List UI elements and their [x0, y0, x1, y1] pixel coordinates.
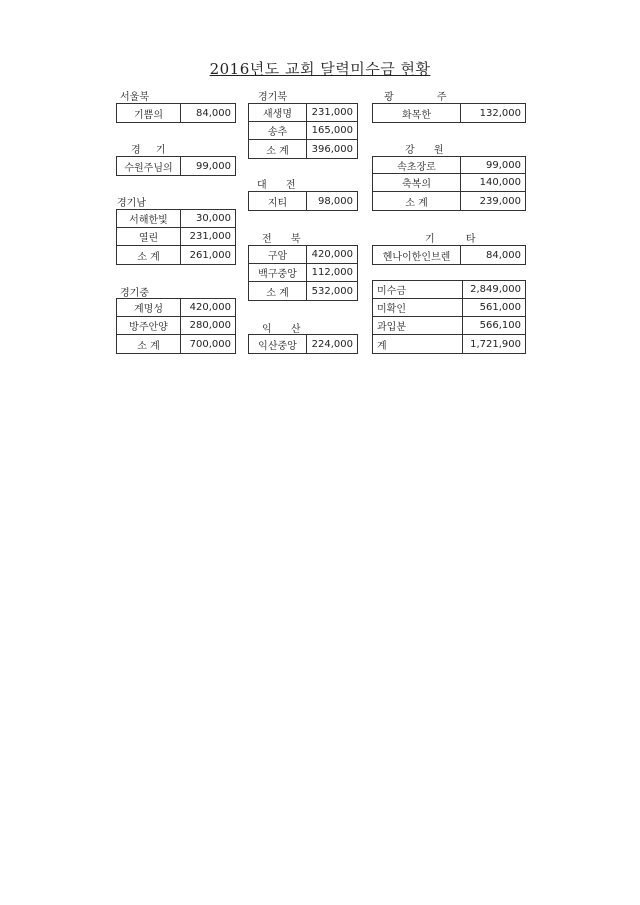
subtotal-label: 소 계	[249, 282, 307, 300]
church-name: 방주안양	[117, 317, 181, 334]
total-amount: 1,721,900	[470, 338, 521, 350]
table-row	[117, 317, 235, 335]
subtotal-label: 소 계	[117, 246, 181, 264]
total-label: 계	[373, 335, 463, 353]
amount: 165,000	[311, 125, 353, 136]
table-daejeon	[248, 191, 358, 211]
region-header-daejeon: 대 전	[257, 180, 304, 191]
church-name: 기쁨의	[117, 104, 181, 122]
amount: 420,000	[189, 302, 231, 313]
church-name: 구암	[249, 246, 307, 263]
church-name: 백구중앙	[249, 264, 307, 281]
church-name: 계명성	[117, 299, 181, 316]
church-name: 익산중앙	[249, 335, 307, 353]
subtotal-row	[117, 335, 235, 353]
table-row	[249, 335, 357, 353]
amount: 231,000	[189, 231, 231, 242]
table-summary	[372, 280, 526, 354]
summary-label: 미수금	[373, 281, 463, 298]
church-name: 화목한	[373, 104, 461, 122]
table-seoul-north	[116, 103, 236, 123]
table-gwangju	[372, 103, 526, 123]
summary-amount: 561,000	[479, 302, 521, 313]
page-title: 2016년도 교회 달력미수금 현황	[209, 60, 431, 78]
summary-row	[373, 317, 525, 335]
amount: 99,000	[196, 160, 231, 172]
church-name: 서해한빛	[117, 210, 181, 227]
amount: 98,000	[318, 195, 353, 207]
region-header-gyeongbuk: 경기북	[258, 92, 287, 103]
table-row	[372, 156, 525, 174]
table-row	[117, 210, 235, 228]
summary-label: 과입분	[373, 317, 463, 334]
table-row	[117, 228, 235, 246]
church-name: 헨나이한인브렌	[373, 246, 461, 264]
amount: 280,000	[189, 320, 231, 331]
subtotal-amount: 532,000	[311, 285, 353, 297]
region-header-jeonbuk: 전 북	[262, 234, 309, 245]
total-row	[373, 335, 525, 353]
table-gyeongnam	[116, 209, 236, 265]
table-gyeonggi	[116, 156, 236, 176]
region-header-gwangju: 광 주	[384, 92, 467, 103]
subtotal-label: 소 계	[249, 140, 307, 158]
amount: 112,000	[311, 267, 353, 278]
table-row	[249, 246, 357, 264]
region-header-gangwon: 강 원	[405, 145, 452, 156]
table-iksan	[248, 334, 358, 354]
church-name: 새생명	[249, 104, 307, 121]
amount: 84,000	[486, 249, 521, 261]
region-header-gyeonggi: 경 기	[131, 145, 172, 156]
subtotal-row	[249, 140, 357, 158]
amount: 30,000	[196, 213, 231, 224]
region-header-seoul-north: 서울북	[120, 92, 149, 103]
subtotal-label: 소 계	[117, 335, 181, 353]
church-name: 속초장로	[373, 157, 461, 173]
region-header-other: 기 타	[425, 234, 490, 245]
table-row	[117, 104, 235, 122]
amount: 231,000	[311, 107, 353, 118]
amount: 420,000	[311, 249, 353, 260]
amount: 99,000	[486, 159, 521, 171]
subtotal-amount: 700,000	[189, 338, 231, 350]
subtotal-amount: 396,000	[311, 143, 353, 155]
table-row	[372, 174, 525, 192]
table-gyeongjung	[116, 298, 236, 354]
amount: 132,000	[479, 107, 521, 119]
table-jeonbuk	[248, 245, 358, 301]
table-row	[249, 192, 357, 210]
amount: 224,000	[311, 338, 353, 350]
church-name: 축복의	[373, 174, 461, 191]
church-name: 열린	[117, 228, 181, 245]
region-header-gyeongnam: 경기남	[117, 198, 146, 209]
region-header-iksan: 익 산	[262, 324, 309, 335]
region-header-gyeongjung: 경기중	[120, 288, 149, 299]
amount: 140,000	[479, 177, 521, 188]
church-name: 송추	[249, 122, 307, 139]
subtotal-amount: 239,000	[479, 195, 521, 207]
table-row	[373, 246, 525, 264]
table-gyeongbuk	[248, 103, 358, 159]
subtotal-label: 소 계	[373, 192, 461, 210]
church-name: 지티	[249, 192, 307, 210]
table-row	[249, 122, 357, 140]
table-row	[249, 264, 357, 282]
table-row	[249, 104, 357, 122]
table-gangwon	[372, 156, 526, 211]
table-row	[117, 157, 235, 175]
amount: 84,000	[196, 107, 231, 119]
summary-label: 미확인	[373, 299, 463, 316]
table-other	[372, 245, 526, 265]
church-name: 수원주님의	[117, 157, 181, 175]
table-row	[373, 104, 525, 122]
summary-amount: 566,100	[479, 320, 521, 331]
summary-amount: 2,849,000	[470, 284, 521, 295]
subtotal-row	[249, 282, 357, 300]
summary-row	[373, 281, 525, 299]
subtotal-amount: 261,000	[189, 249, 231, 261]
subtotal-row	[117, 246, 235, 264]
summary-row	[373, 299, 525, 317]
table-row	[117, 299, 235, 317]
subtotal-row	[372, 192, 525, 210]
